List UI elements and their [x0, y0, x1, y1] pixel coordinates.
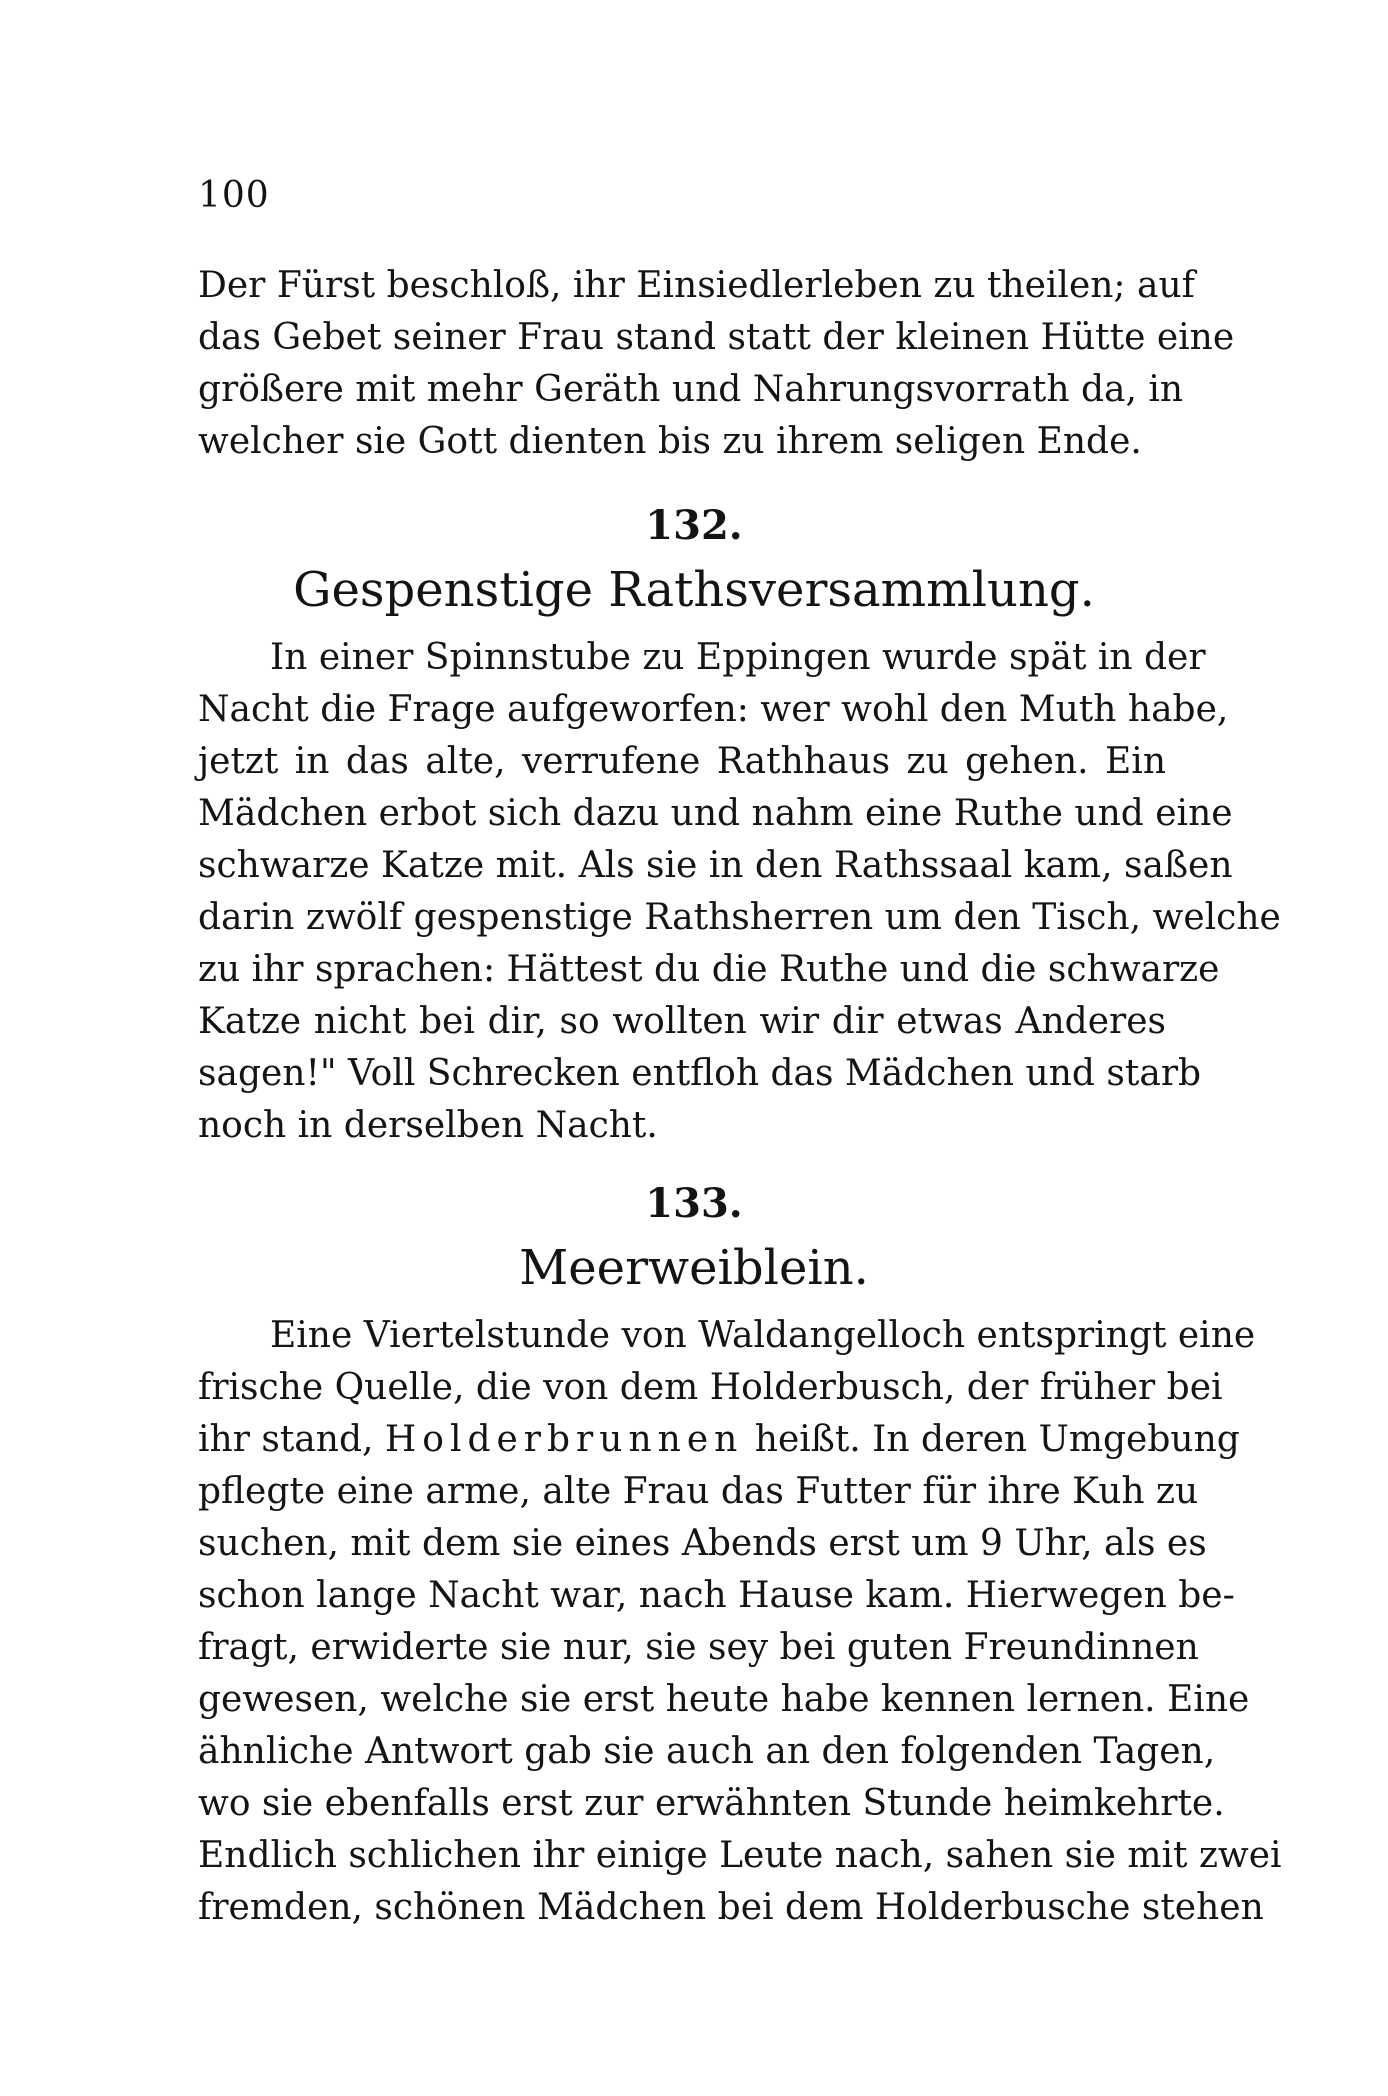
text-line: welcher sie Gott dienten bis zu ihrem seligen Ende. [198, 421, 1142, 462]
section-title-133: Meerweiblein. [519, 1240, 869, 1296]
text-line: Endlich schlichen ihr einige Leute nach, sahen sie mit zwei [198, 1835, 1282, 1876]
section-133-body [198, 1310, 1282, 1934]
text-line: Eine Viertelstunde von Waldangelloch entspringt eine [270, 1315, 1256, 1356]
text-line: das Gebet seiner Frau stand statt der kleinen Hütte eine [198, 317, 1235, 358]
text-line: schon lange Nacht war, nach Hause kam. Hierwegen be- [198, 1575, 1235, 1616]
spaced-word: Holderbrunnen [384, 1419, 744, 1460]
text-line: wo sie ebenfalls erst zur erwähnten Stunde heimkehrte. [198, 1783, 1225, 1824]
text-line: fremden, schönen Mädchen bei dem Holderbusche stehen [198, 1887, 1264, 1928]
page-number: 100 [198, 175, 270, 216]
text-line: ähnliche Antwort gab sie auch an den folgenden Tagen, [198, 1731, 1216, 1772]
text-line: gewesen, welche sie erst heute habe kennen lernen. Eine [198, 1679, 1250, 1720]
text-line: pflegte eine arme, alte Frau das Futter für ihre Kuh zu [198, 1471, 1199, 1512]
text-line: zu ihr sprachen: Hättest du die Ruthe und die schwarze [198, 949, 1220, 990]
text-line: jetzt in das alte, verrufene Rathhaus zu gehen. Ein [198, 741, 1166, 782]
text-line: frische Quelle, die von dem Holderbusch, der früher bei [198, 1367, 1223, 1408]
intro-paragraph [198, 260, 1235, 468]
text-line: In einer Spinnstube zu Eppingen wurde spät in der [270, 637, 1206, 678]
text-line: sagen!" Voll Schrecken entfloh das Mädchen und starb [198, 1053, 1202, 1094]
text-line: Mädchen erbot sich dazu und nahm eine Ruthe und eine [198, 793, 1233, 834]
text-line: Katze nicht bei dir, so wollten wir dir etwas Anderes [198, 1001, 1166, 1042]
section-title-132: Gespenstige Rathsversammlung. [293, 562, 1095, 618]
text-line: darin zwölf gespenstige Rathsherren um den Tisch, welche [198, 897, 1281, 938]
text-line: fragt, erwiderte sie nur, sie sey bei guten Freundinnen [198, 1627, 1199, 1668]
section-number-133: 133. [645, 1180, 743, 1227]
text-line: Der Fürst beschloß, ihr Einsiedlerleben zu theilen; auf [198, 265, 1195, 306]
section-132-body [198, 632, 1281, 1152]
text-line: ihr stand, Holderbrunnen heißt. In deren Umgebung [198, 1419, 1240, 1460]
text-line: suchen, mit dem sie eines Abends erst um 9 Uhr, als es [198, 1523, 1207, 1564]
text-line: schwarze Katze mit. Als sie in den Rathssaal kam, saßen [198, 845, 1233, 886]
text-line: Nacht die Frage aufgeworfen: wer wohl den Muth habe, [198, 689, 1229, 730]
section-number-132: 132. [645, 502, 743, 549]
text-line: noch in derselben Nacht. [198, 1105, 658, 1146]
text-line: größere mit mehr Geräth und Nahrungsvorrath da, in [198, 369, 1184, 410]
